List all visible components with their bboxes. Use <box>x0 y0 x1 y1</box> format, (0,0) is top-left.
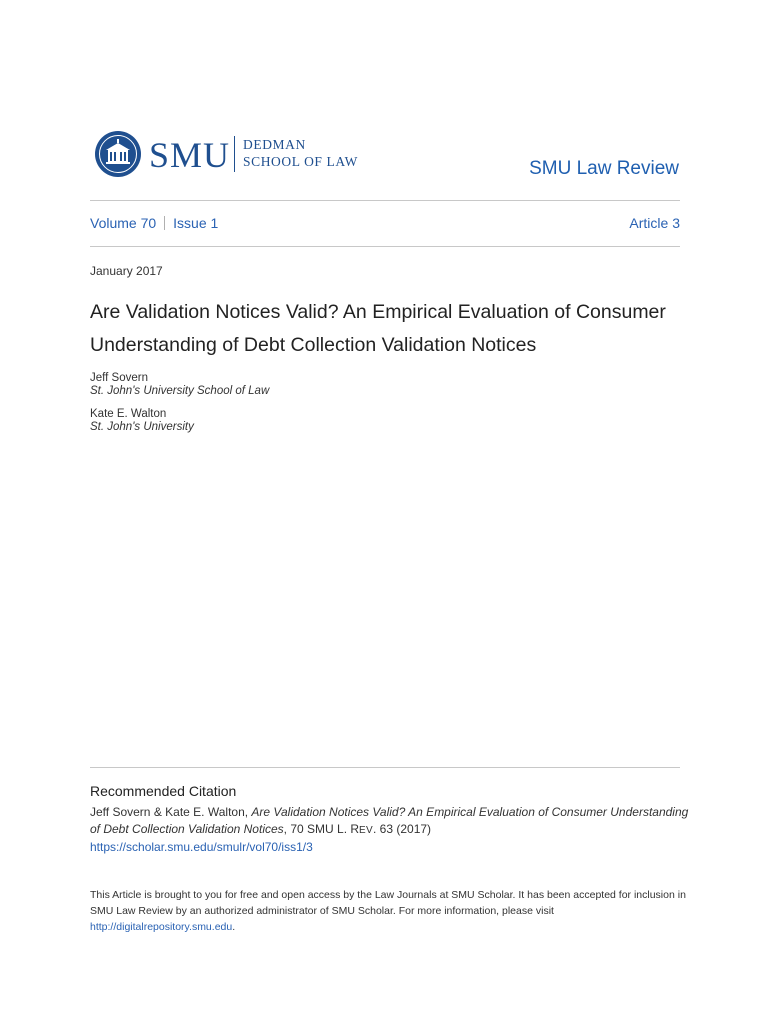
citation-title: Are Validation Notices Valid? An Empirical Evaluation of Consumer Understanding of Debt Collection Validation Notices <box>90 805 689 836</box>
volume-link[interactable]: Volume 70 <box>90 215 157 231</box>
citation-text <box>90 804 690 856</box>
author-name: Kate E. Walton <box>90 408 167 420</box>
author-affiliation: St. John's University School of Law <box>90 385 270 397</box>
journal-title[interactable]: SMU Law Review <box>529 158 679 179</box>
smu-dedman-logo <box>94 130 364 180</box>
logo-school-line2: SCHOOL OF LAW <box>243 154 358 169</box>
meta-separator <box>164 216 165 230</box>
repository-link[interactable]: http://digitalrepository.smu.edu <box>90 921 233 933</box>
access-statement-end: . <box>232 921 236 933</box>
logo-school-name <box>243 136 358 170</box>
logo-divider <box>234 136 235 172</box>
citation-authors: Jeff Sovern & Kate E. Walton, <box>90 805 252 819</box>
divider-top <box>90 200 680 201</box>
access-statement <box>90 887 690 935</box>
author-block <box>90 372 269 433</box>
article-link[interactable]: Article 3 <box>629 215 680 231</box>
citation-url-link[interactable]: https://scholar.smu.edu/smulr/vol70/iss1/3 <box>90 840 313 854</box>
smu-seal-icon <box>94 130 142 178</box>
author-name: Jeff Sovern <box>90 372 148 384</box>
access-statement-text: This Article is brought to you for free and open access by the Law Journals at SMU Scholar. It has been accepted for inclusion in SMU Law Review by an authorized administrator of SMU Scholar. For more information, please visit <box>90 889 686 917</box>
publication-date: January 2017 <box>90 264 163 278</box>
citation-rev: REV <box>350 822 373 836</box>
logo-school-line1: DEDMAN <box>243 137 306 152</box>
issue-link[interactable]: Issue 1 <box>173 215 219 231</box>
divider-meta <box>90 246 680 247</box>
logo-smu-text: SMU <box>149 135 231 175</box>
citation-volume: , 70 SMU L. <box>283 822 351 836</box>
author-affiliation: St. John's University <box>90 421 194 433</box>
divider-citation <box>90 767 680 768</box>
article-title: Are Validation Notices Valid? An Empirical Evaluation of Consumer Understanding of Debt Collection Validation Notices <box>90 301 666 356</box>
citation-rest: . 63 (2017) <box>373 822 432 836</box>
recommended-citation-heading: Recommended Citation <box>90 783 237 799</box>
